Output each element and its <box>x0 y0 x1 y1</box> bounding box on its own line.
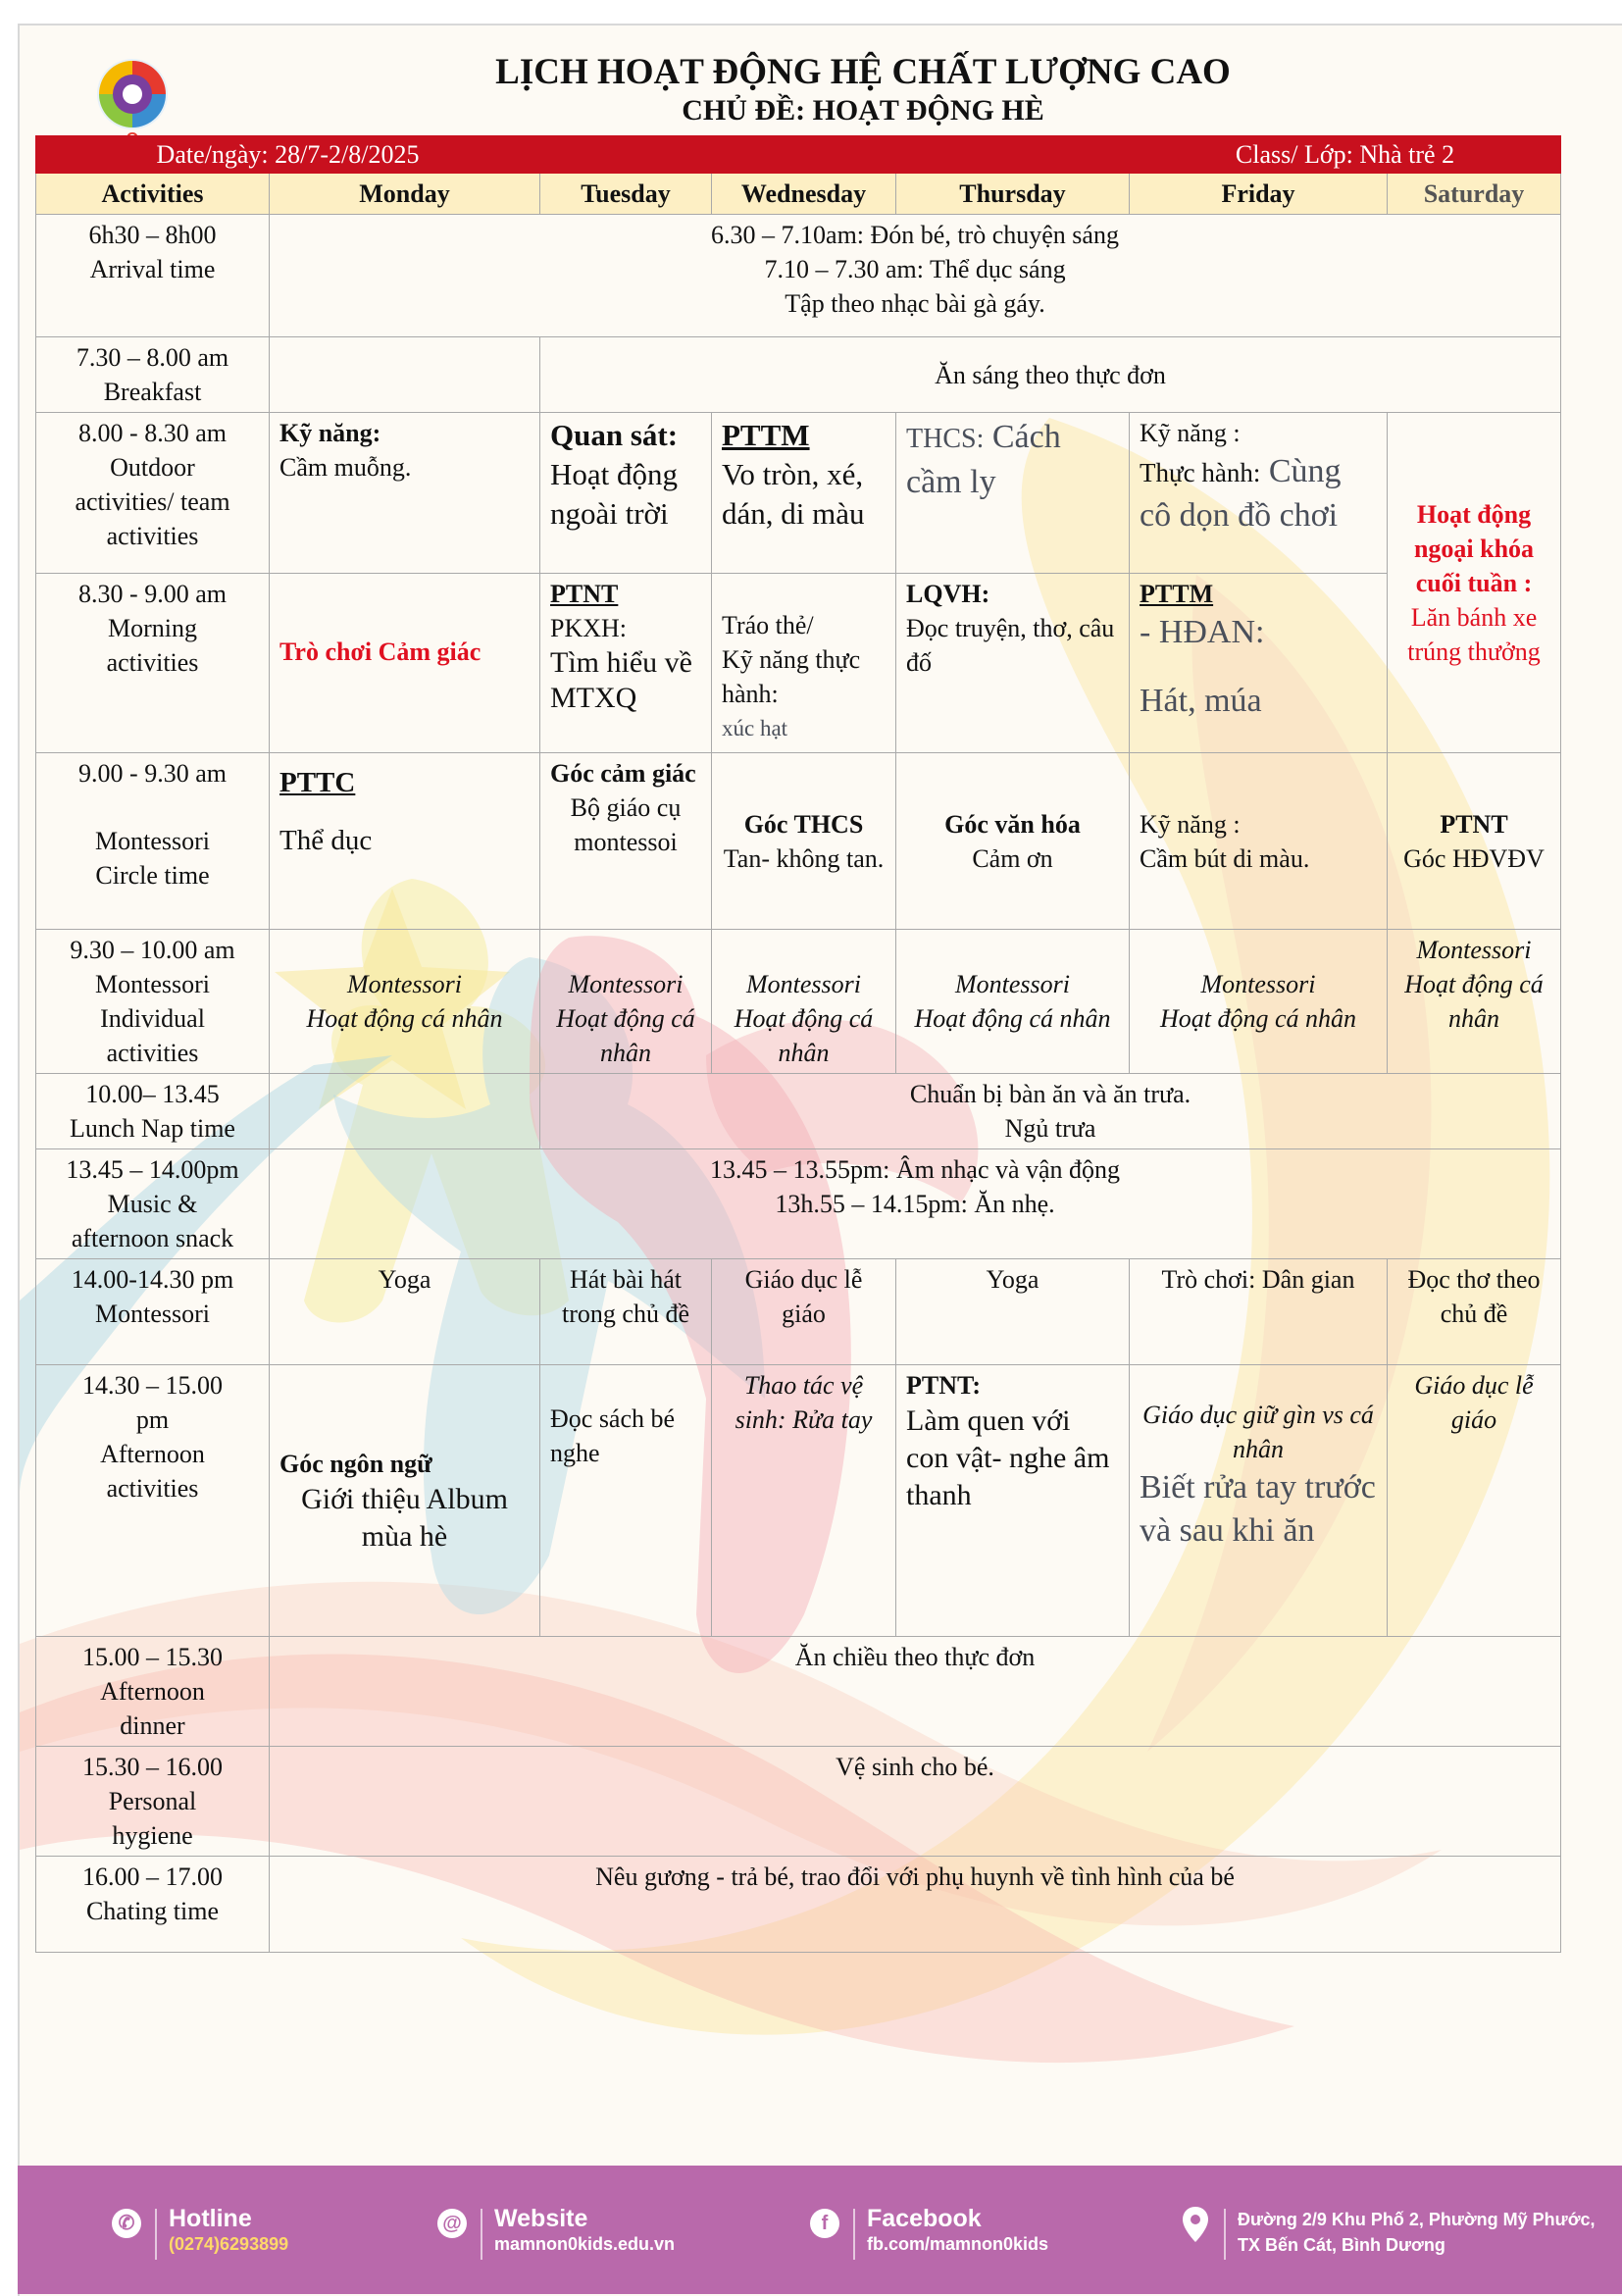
individual-friday: Montessori Hoạt động cá nhân <box>1130 930 1388 1074</box>
montessori2-wednesday: Giáo dục lễ giáo <box>712 1259 896 1365</box>
schedule-table <box>35 135 1561 1953</box>
time-cell: 10.00– 13.45 Lunch Nap time <box>36 1074 270 1149</box>
at-icon: @ <box>437 2209 467 2238</box>
montessori2-tuesday: Hát bài hát trong chủ đề <box>540 1259 712 1365</box>
time-cell: 14.00-14.30 pm Montessori <box>36 1259 270 1365</box>
col-header-activities: Activities <box>36 174 270 215</box>
school-logo <box>88 53 177 146</box>
time-cell: 16.00 – 17.00 Chating time <box>36 1857 270 1953</box>
col-header-wednesday: Wednesday <box>712 174 896 215</box>
morning-wednesday: Tráo thẻ/ Kỹ năng thực hành: xúc hạt <box>712 574 896 753</box>
dinner-text: Ăn chiều theo thực đơn <box>270 1637 1561 1747</box>
col-header-saturday: Saturday <box>1388 174 1561 215</box>
row-arrival <box>36 215 1561 337</box>
circle-saturday: PTNT Góc HĐVĐV <box>1388 753 1561 930</box>
time-cell: 7.30 – 8.00 am Breakfast <box>36 337 270 413</box>
page <box>18 24 1622 2296</box>
arrival-activities: 6.30 – 7.10am: Đón bé, trò chuyện sáng 7.10 – 7.30 am: Thể dục sáng Tập theo nhạc bài gà gáy. <box>270 215 1561 337</box>
outdoor-thursday: THCS: Cách cầm ly <box>896 413 1130 574</box>
footer-bar: ✆ Hotline (0274)6293899 @ Website mamnon0kids.edu.vn f Facebook fb.com/mamnon0kids Đường 2/9 Khu Phố 2, Phường Mỹ Phước, TX Bến Cát, Bình Dương <box>18 2166 1622 2294</box>
montessori2-saturday: Đọc thơ theo chủ đề <box>1388 1259 1561 1365</box>
afternoon-friday: Giáo dục giữ gìn vs cá nhân Biết rửa tay trước và sau khi ăn <box>1130 1365 1388 1637</box>
row-lunch <box>36 1074 1561 1149</box>
breakfast-text: Ăn sáng theo thực đơn <box>540 337 1561 413</box>
facebook-icon: f <box>810 2209 839 2238</box>
music-activities: 13.45 – 13.55pm: Âm nhạc và vận động 13h.55 – 14.15pm: Ăn nhẹ. <box>270 1149 1561 1259</box>
time-cell: 15.30 – 16.00 Personal hygiene <box>36 1747 270 1857</box>
morning-thursday: LQVH: Đọc truyện, thơ, câu đố <box>896 574 1130 753</box>
afternoon-thursday: PTNT: Làm quen với con vật- nghe âm thanh <box>896 1365 1130 1637</box>
row-circle <box>36 753 1561 930</box>
time-cell: 15.00 – 15.30 Afternoon dinner <box>36 1637 270 1747</box>
weekend-extracurricular: Hoạt động ngoại khóa cuối tuần : Lăn bánh xe trúng thưởng <box>1388 413 1561 753</box>
time-cell: 14.30 – 15.00 pm Afternoon activities <box>36 1365 270 1637</box>
outdoor-wednesday: PTTM Vo tròn, xé, dán, di màu <box>712 413 896 574</box>
lunch-activities: Chuẩn bị bàn ăn và ăn trưa. Ngủ trưa <box>540 1074 1561 1149</box>
row-morning <box>36 574 1561 753</box>
time-cell: 9.00 - 9.30 am Montessori Circle time <box>36 753 270 930</box>
individual-wednesday: Montessori Hoạt động cá nhân <box>712 930 896 1074</box>
col-header-monday: Monday <box>270 174 540 215</box>
page-subtitle: CHỦ ĐỀ: HOẠT ĐỘNG HÈ <box>682 94 1044 127</box>
day-header-row <box>36 174 1561 215</box>
circle-thursday: Góc văn hóa Cảm ơn <box>896 753 1130 930</box>
col-header-tuesday: Tuesday <box>540 174 712 215</box>
date-class-bar <box>36 136 1561 174</box>
outdoor-friday: Kỹ năng : Thực hành: Cùng cô dọn đồ chơi <box>1130 413 1388 574</box>
row-afternoon <box>36 1365 1561 1637</box>
location-pin-icon <box>1181 2205 1210 2244</box>
row-chating <box>36 1857 1561 1953</box>
row-music <box>36 1149 1561 1259</box>
time-cell: 6h30 – 8h00 Arrival time <box>36 215 270 337</box>
morning-friday: PTTM - HĐAN: Hát, múa <box>1130 574 1388 753</box>
afternoon-tuesday: Đọc sách bé nghe <box>540 1365 712 1637</box>
individual-monday: Montessori Hoạt động cá nhân <box>270 930 540 1074</box>
afternoon-saturday: Giáo dục lễ giáo <box>1388 1365 1561 1637</box>
time-cell: 8.00 - 8.30 am Outdoor activities/ team activities <box>36 413 270 574</box>
time-cell: 8.30 - 9.00 am Morning activities <box>36 574 270 753</box>
circle-wednesday: Góc THCS Tan- không tan. <box>712 753 896 930</box>
date-label: Date/ngày: 28/7-2/8/2025 <box>36 136 540 174</box>
montessori2-friday: Trò chơi: Dân gian <box>1130 1259 1388 1365</box>
montessori2-thursday: Yoga <box>896 1259 1130 1365</box>
row-breakfast <box>36 337 1561 413</box>
outdoor-tuesday: Quan sát: Hoạt động ngoài trời <box>540 413 712 574</box>
row-individual <box>36 930 1561 1074</box>
circle-tuesday: Góc cảm giác Bộ giáo cụ montessoi <box>540 753 712 930</box>
individual-tuesday: Montessori Hoạt động cá nhân <box>540 930 712 1074</box>
morning-tuesday: PTNT PKXH: Tìm hiểu về MTXQ <box>540 574 712 753</box>
time-cell: 13.45 – 14.00pm Music & afternoon snack <box>36 1149 270 1259</box>
col-header-friday: Friday <box>1130 174 1388 215</box>
page-title: LỊCH HOẠT ĐỘNG HỆ CHẤT LƯỢNG CAO <box>495 52 1231 92</box>
afternoon-monday: Góc ngôn ngữ Giới thiệu Album mùa hè <box>270 1365 540 1637</box>
row-montessori-afternoon <box>36 1259 1561 1365</box>
row-dinner <box>36 1637 1561 1747</box>
montessori2-monday: Yoga <box>270 1259 540 1365</box>
row-outdoor <box>36 413 1561 574</box>
phone-icon: ✆ <box>112 2209 141 2238</box>
individual-thursday: Montessori Hoạt động cá nhân <box>896 930 1130 1074</box>
afternoon-wednesday: Thao tác vệ sinh: Rửa tay <box>712 1365 896 1637</box>
row-hygiene <box>36 1747 1561 1857</box>
individual-saturday: Montessori Hoạt động cá nhân <box>1388 930 1561 1074</box>
hygiene-text: Vệ sinh cho bé. <box>270 1747 1561 1857</box>
morning-monday: Trò chơi Cảm giác <box>270 574 540 753</box>
col-header-thursday: Thursday <box>896 174 1130 215</box>
class-label: Class/ Lớp: Nhà trẻ 2 <box>1130 136 1561 174</box>
outdoor-monday: Kỹ năng: Cầm muỗng. <box>270 413 540 574</box>
time-cell: 9.30 – 10.00 am Montessori Individual activities <box>36 930 270 1074</box>
circle-monday: PTTC Thể dục <box>270 753 540 930</box>
circle-friday: Kỹ năng : Cầm bút di màu. <box>1130 753 1388 930</box>
chating-text: Nêu gương - trả bé, trao đổi với phụ huynh về tình hình của bé <box>270 1857 1561 1953</box>
